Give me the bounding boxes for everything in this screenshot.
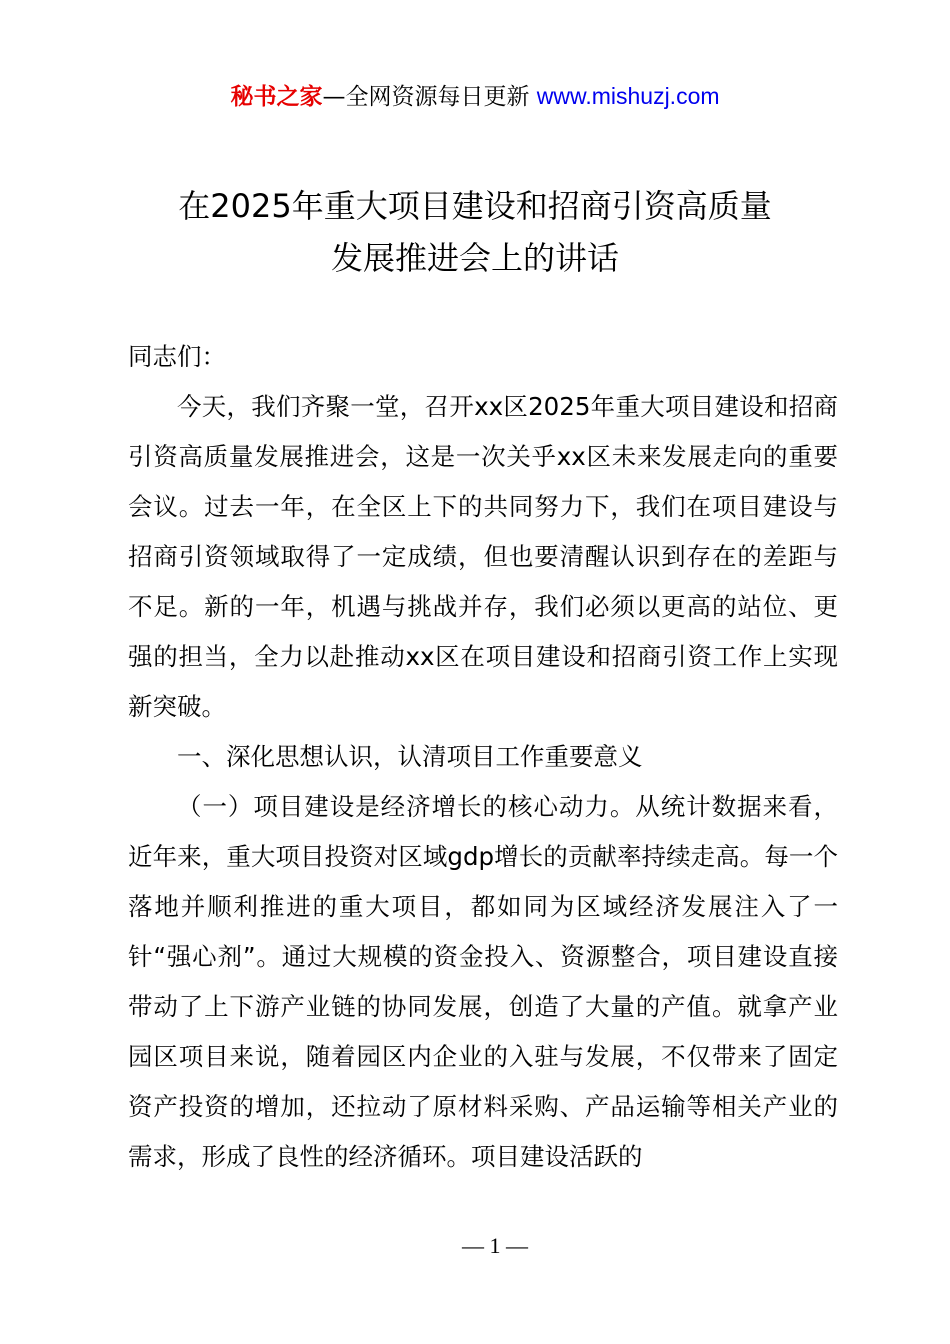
page-number: — 1 — (462, 1233, 528, 1258)
intro-paragraph: 今天，我们齐聚一堂，召开xx区2025年重大项目建设和招商引资高质量发展推进会，这是一次关乎xx区未来发展走向的重要会议。过去一年，在全区上下的共同努力下，我们在项目建设与招商引资领域取得了一定成绩，但也要清醒认识到存在的差距与不足。新的一年，机遇与挑战并存，我们必须以更高的站位、更强的担当，全力以赴推动xx区在项目建设和招商引资工作上实现新突破。 (128, 392, 838, 721)
salutation: 同志们： (128, 342, 226, 371)
site-brand: 秘书之家 (230, 84, 323, 110)
section-heading: 一、深化思想认识，认清项目工作重要意义 (177, 742, 643, 771)
site-url-link[interactable]: www.mishuzj.com (536, 83, 720, 109)
site-header (0, 80, 950, 113)
title-line-1: 在2025年重大项目建设和招商引资高质量 (178, 187, 772, 225)
section-paragraph: （一）项目建设是经济增长的核心动力。从统计数据来看，近年来，重大项目投资对区域gdp增长的贡献率持续走高。每一个落地并顺利推进的重大项目，都如同为区域经济发展注入了一针“强心剂”。通过大规模的资金投入、资源整合，项目建设直接带动了上下游产业链的协同发展，创造了大量的产值。就拿产业园区项目来说，随着园区内企业的入驻与发展，不仅带来了固定资产投资的增加，还拉动了原材料采购、产品运输等相关产业的需求，形成了良性的经济循环。项目建设活跃的 (128, 792, 838, 1171)
title-line-2: 发展推进会上的讲话 (330, 239, 619, 277)
site-subtitle: —全网资源每日更新 (322, 84, 530, 110)
document-body (128, 332, 838, 1182)
document-title (0, 180, 950, 284)
